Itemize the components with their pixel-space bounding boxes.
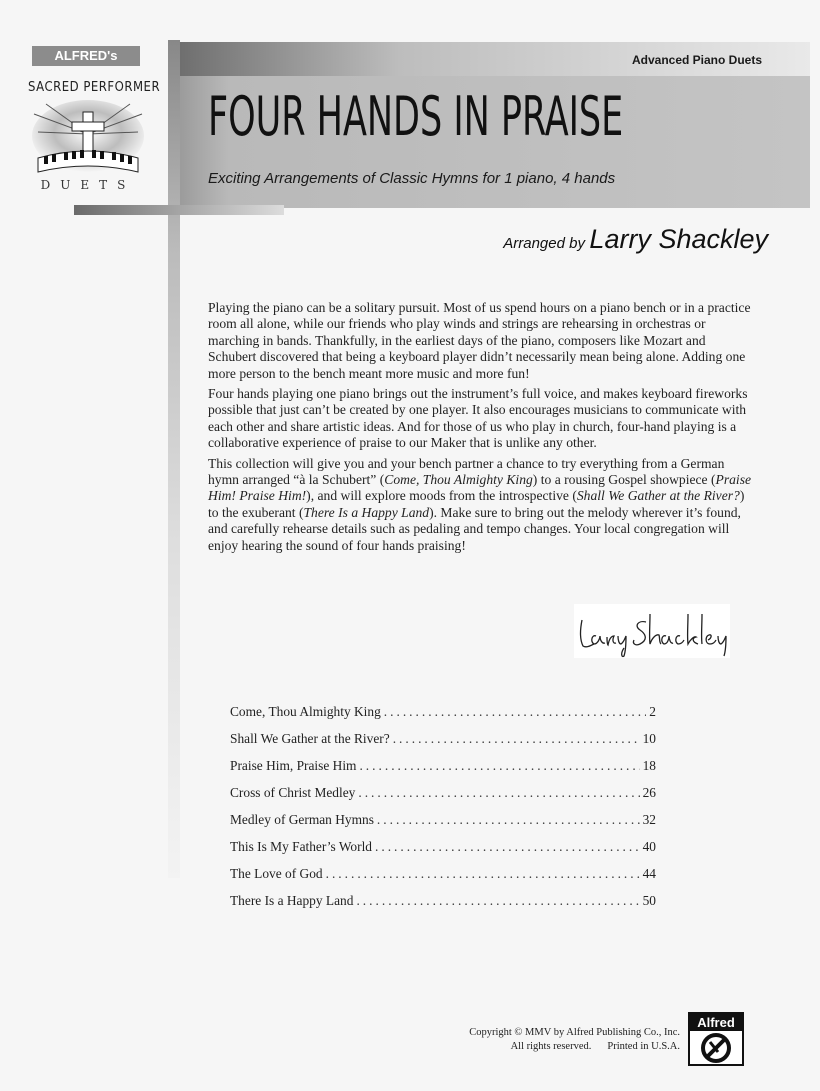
- printed-in: Printed in U.S.A.: [607, 1041, 680, 1052]
- cross-horizontal-bar: [74, 205, 284, 215]
- toc-entry: [230, 866, 656, 893]
- toc-leader-dots: [375, 839, 640, 855]
- cross-vertical-bar: [168, 40, 180, 878]
- toc-entry-page: 2: [649, 704, 656, 719]
- cross-piano-keys-icon: [32, 98, 144, 176]
- arranger-prefix: Arranged by: [503, 235, 585, 252]
- toc-entry-title: The Love of God: [230, 866, 323, 881]
- intro-paragraph-2: Four hands playing one piano brings out the instrument’s full voice, and makes keyboard fireworks possible that just can’t be created by one player. It also encourages musicians to communicate with each other and share artistic ideas. And for those of us who play in church, four-hand playing is a collaborative experience of praise to our Maker that is unlike any other.: [208, 386, 748, 451]
- signature: [574, 604, 730, 658]
- intro-p3-title: Praise Him! Praise Him!: [208, 472, 752, 504]
- intro-p3-text: This collection will give you and your bench partner a chance to try everything from a German hymn arranged “à la Schubert” (: [208, 455, 725, 488]
- toc-entry: [230, 758, 656, 785]
- toc-entry-title: Cross of Christ Medley: [230, 785, 356, 800]
- toc-entry-title: Medley of German Hymns: [230, 812, 374, 827]
- toc-entry-title: Come, Thou Almighty King: [230, 704, 381, 719]
- toc-entry-title: Shall We Gather at the River?: [230, 731, 390, 746]
- toc-leader-dots: [326, 866, 640, 882]
- logo-subseries: DUETS: [40, 178, 136, 192]
- toc-entry: [230, 839, 656, 866]
- intro-paragraph-1: Playing the piano can be a solitary pursuit. Most of us spend hours on a piano bench or in a practice room all alone, while our friends who play winds and strings are rehearsing in orchestras or marching in bands. Thankfully, in the earliest days of the piano, composers like Mozart and Schubert discovered that being a keyboard player didn’t necessarily mean being alone. Adding one more person to the bench meant more music and more fun!: [208, 300, 751, 381]
- toc-entry: [230, 893, 656, 920]
- toc-entry-title: There Is a Happy Land: [230, 893, 354, 908]
- toc-entry-page: 10: [642, 731, 656, 746]
- toc-leader-dots: [384, 704, 647, 720]
- intro-paragraph-3: [208, 456, 753, 554]
- toc-leader-dots: [359, 758, 639, 774]
- toc-entry-page: 32: [642, 812, 656, 827]
- copyright-line: Copyright © MMV by Alfred Publishing Co., Inc.: [469, 1027, 680, 1038]
- toc-entry: [230, 731, 656, 758]
- arranger-name: Larry Shackley: [589, 224, 768, 254]
- svg-text:Alfred: Alfred: [697, 1015, 735, 1030]
- toc-entry-title: Praise Him, Praise Him: [230, 758, 357, 773]
- page-title: FOUR HANDS IN PRAISE: [208, 85, 624, 148]
- intro-p3-title: Come, Thou Almighty King: [384, 472, 533, 488]
- toc-entry-title: This Is My Father’s World: [230, 839, 372, 854]
- logo-series-name: SACRED PERFORMER: [28, 80, 161, 95]
- rights-reserved: All rights reserved.: [510, 1041, 592, 1052]
- intro-text: [208, 300, 753, 558]
- toc-leader-dots: [356, 893, 639, 909]
- toc-leader-dots: [358, 785, 639, 801]
- toc-entry-page: 18: [642, 758, 656, 773]
- toc-entry: [230, 785, 656, 812]
- logo-brand: ALFRED's: [32, 46, 140, 66]
- page-subtitle: Exciting Arrangements of Classic Hymns for 1 piano, 4 hands: [208, 170, 616, 187]
- copyright-notice: [469, 1026, 680, 1054]
- alfred-publisher-logo-icon: [688, 1012, 744, 1066]
- series-tag: Advanced Piano Duets: [631, 53, 762, 67]
- toc-entry-page: 50: [642, 893, 656, 908]
- toc-leader-dots: [393, 731, 640, 747]
- intro-p3-text: ), and will explore moods from the introspective (: [306, 488, 577, 504]
- toc-leader-dots: [377, 812, 640, 828]
- table-of-contents: [230, 704, 656, 920]
- arranger-credit: [503, 224, 768, 255]
- intro-p3-text: ) to a rousing Gospel showpiece (: [532, 472, 716, 488]
- intro-p3-title: There Is a Happy Land: [303, 504, 430, 520]
- toc-entry-page: 44: [642, 866, 656, 881]
- intro-p3-text: ) to the exuberant (: [208, 488, 745, 520]
- toc-entry: [230, 704, 656, 731]
- toc-entry-page: 40: [642, 839, 656, 854]
- rights-line: [469, 1040, 680, 1054]
- intro-p3-title: Shall We Gather at the River?: [576, 488, 740, 504]
- toc-entry-page: 26: [642, 785, 656, 800]
- toc-entry: [230, 812, 656, 839]
- intro-p3-text: ). Make sure to bring out the melody wherever it’s found, and carefully rehearse details such as pedaling and tempo changes. Your local congregation will enjoy hearing the sound of four hands praising!: [208, 504, 741, 553]
